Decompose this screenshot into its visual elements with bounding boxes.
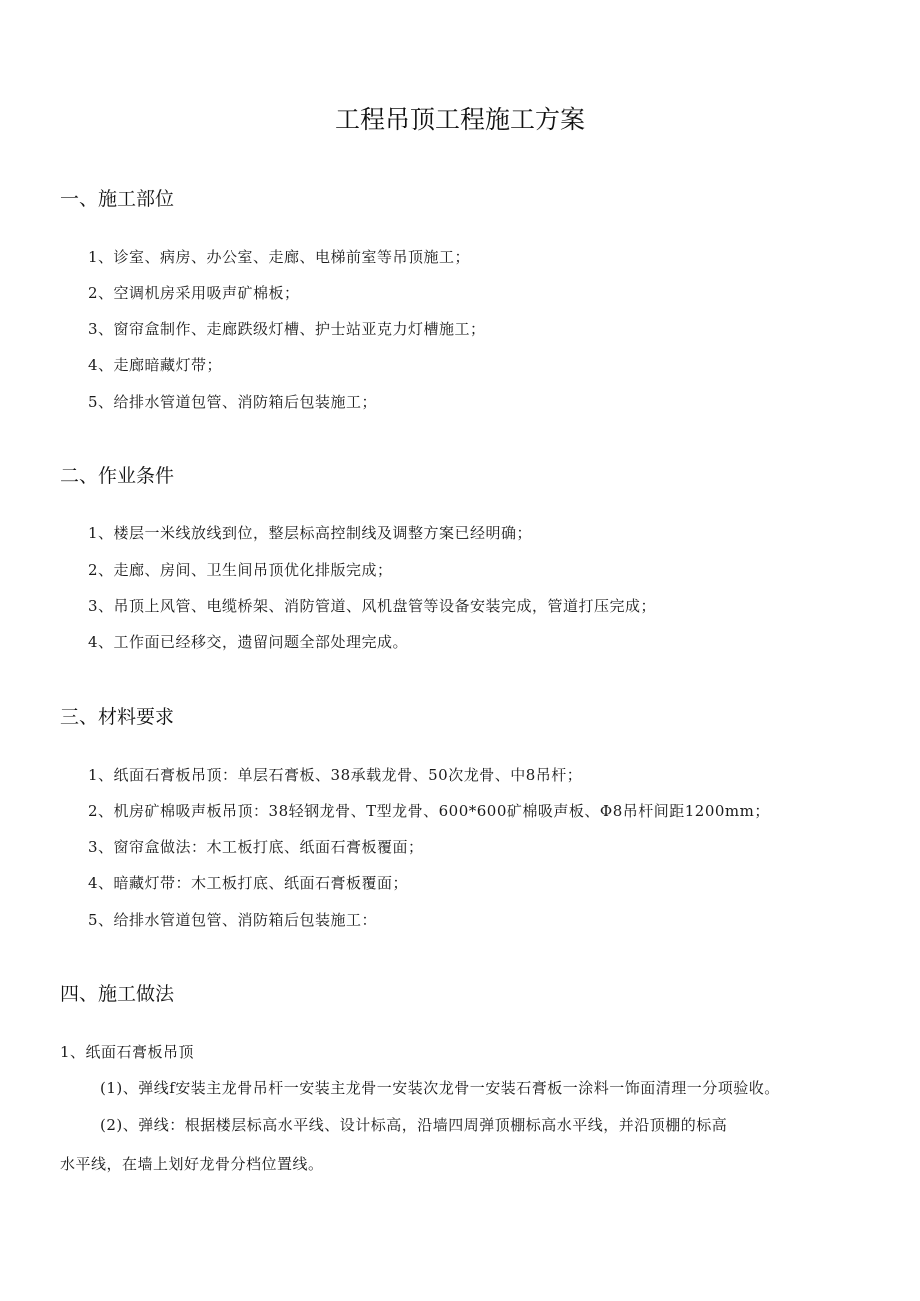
list-item: 3、吊顶上风管、电缆桥架、消防管道、风机盘管等设备安装完成，管道打压完成； — [88, 597, 657, 615]
paragraph: 水平线，在墙上划好龙骨分档位置线。 — [60, 1155, 324, 1173]
paragraph: (2)、弹线：根据楼层标高水平线、设计标高，沿墙四周弹顶棚标高水平线，并沿顶棚的标高 — [100, 1116, 728, 1134]
section-heading-1: 一、施工部位 — [60, 188, 175, 210]
list-item: 4、暗藏灯带：木工板打底、纸面石膏板覆面； — [88, 874, 409, 892]
list-item: 4、走廊暗藏灯带； — [88, 356, 223, 374]
section-heading-4: 四、施工做法 — [60, 983, 175, 1005]
list-item: 1、纸面石膏板吊顶：单层石膏板、38承载龙骨、50次龙骨、中8吊杆； — [88, 766, 583, 784]
sub-heading: 1、纸面石膏板吊顶 — [60, 1043, 195, 1061]
list-item: 3、窗帘盒做法：木工板打底、纸面石膏板覆面； — [88, 838, 424, 856]
list-item: 2、走廊、房间、卫生间吊顶优化排版完成； — [88, 561, 393, 579]
section-heading-3: 三、材料要求 — [60, 706, 175, 728]
list-item: 2、空调机房采用吸声矿棉板； — [88, 284, 300, 302]
page-title: 工程吊顶工程施工方案 — [334, 105, 585, 134]
list-item: 5、给排水管道包管、消防箱后包装施工； — [88, 393, 378, 411]
list-item: 5、给排水管道包管、消防箱后包装施工： — [88, 911, 378, 929]
list-item: 2、机房矿棉吸声板吊顶：38轻钢龙骨、T型龙骨、600*600矿棉吸声板、Φ8吊杆间距1200mm； — [88, 802, 770, 820]
list-item: 3、窗帘盒制作、走廊跌级灯槽、护士站亚克力灯槽施工； — [88, 320, 486, 338]
list-item: 4、工作面已经移交，遗留问题全部处理完成。 — [88, 633, 409, 651]
list-item: 1、楼层一米线放线到位，整层标高控制线及调整方案已经明确； — [88, 524, 533, 542]
paragraph: (1)、弹线f安装主龙骨吊杆一安装主龙骨一安装次龙骨一安装石膏板一涂料一饰面清理一分项验收。 — [100, 1079, 780, 1097]
section-heading-2: 二、作业条件 — [60, 465, 175, 487]
list-item: 1、诊室、病房、办公室、走廊、电梯前室等吊顶施工； — [88, 248, 471, 266]
